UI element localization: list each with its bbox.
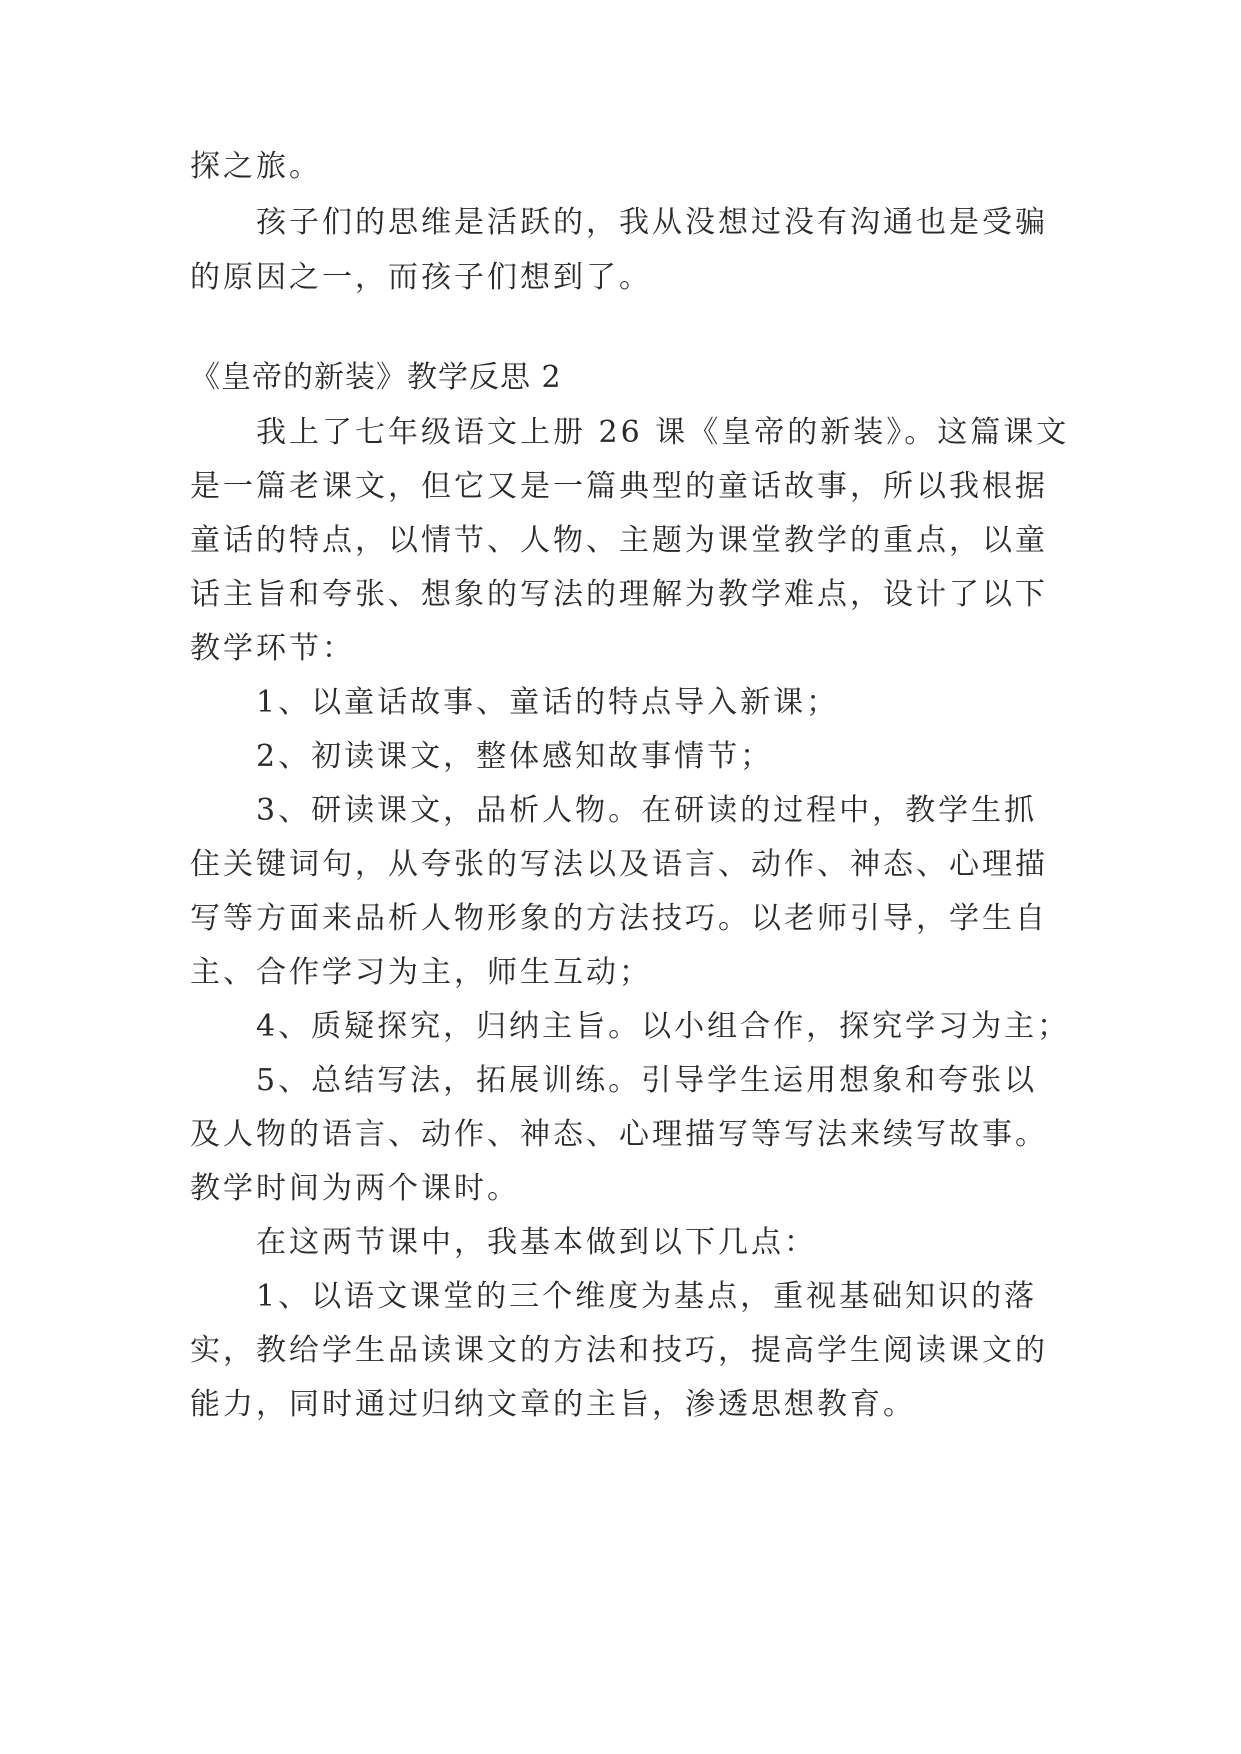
paragraph-line: 孩子们的思维是活跃的，我从没想过没有沟通也是受骗 [256,205,1048,240]
paragraph-line: 教学时间为两个课时。 [190,1171,520,1206]
list-item: 4、质疑探究，归纳主旨。以小组合作，探究学习为主； [256,1009,1071,1044]
paragraph-line: 在这两节课中，我基本做到以下几点： [256,1225,817,1260]
list-item: 2、初读课文，整体感知故事情节； [256,739,774,774]
list-item: 3、研读课文，品析人物。在研读的过程中，教学生抓 [256,793,1038,828]
paragraph-line: 是一篇老课文，但它又是一篇典型的童话故事，所以我根据 [190,469,1048,504]
paragraph-line: 话主旨和夸张、想象的写法的理解为教学难点，设计了以下 [190,577,1048,612]
list-item: 1、以语文课堂的三个维度为基点，重视基础知识的落 [256,1279,1038,1314]
paragraph-line: 主、合作学习为主，师生互动； [190,955,652,990]
paragraph-line: 住关键词句，从夸张的写法以及语言、动作、神态、心理描 [190,847,1048,882]
section-title: 《皇帝的新装》教学反思 2 [190,360,562,395]
paragraph-line: 我上了七年级语文上册 26 课《皇帝的新装》。这篇课文 [256,415,1070,450]
paragraph-line: 探之旅。 [190,149,322,184]
paragraph-line: 写等方面来品析人物形象的方法技巧。以老师引导，学生自 [190,901,1048,936]
list-item: 5、总结写法，拓展训练。引导学生运用想象和夸张以 [256,1063,1038,1098]
list-item: 1、以童话故事、童话的特点导入新课； [256,685,840,720]
paragraph-line: 童话的特点，以情节、人物、主题为课堂教学的重点，以童 [190,523,1048,558]
paragraph-line: 及人物的语言、动作、神态、心理描写等写法来续写故事。 [190,1117,1048,1152]
paragraph-line: 教学环节： [190,631,355,666]
paragraph-line: 实，教给学生品读课文的方法和技巧，提高学生阅读课文的 [190,1333,1048,1368]
paragraph-line: 能力，同时通过归纳文章的主旨，渗透思想教育。 [190,1387,916,1422]
paragraph-line: 的原因之一，而孩子们想到了。 [190,260,652,295]
